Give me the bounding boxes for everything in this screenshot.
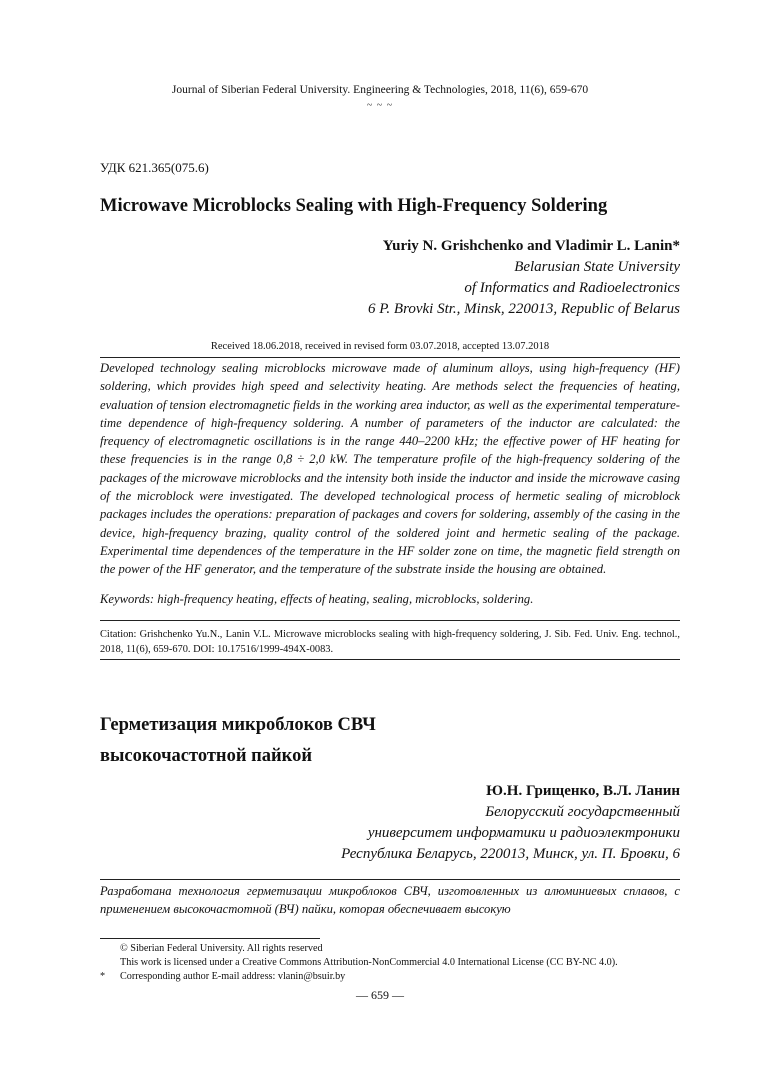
title-russian-line: Герметизация микроблоков СВЧ — [100, 715, 376, 735]
article-title-english: Microwave Microblocks Sealing with High-Frequency Soldering — [100, 196, 608, 216]
page-number: — 659 — — [356, 988, 404, 1002]
article-title-russian — [100, 710, 500, 772]
copyright-notice: © Siberian Federal University. All rights reserved — [120, 943, 323, 954]
affiliation-line: 6 P. Brovki Str., Minsk, 220013, Republic of Belarus — [367, 301, 680, 317]
authors-block-english — [368, 236, 680, 320]
title-russian-line: высокочастотной пайкой — [100, 746, 313, 766]
affiliation-line: Belarusian State University — [514, 259, 680, 275]
footnote-divider — [100, 938, 320, 939]
affiliation-line: университет информатики и радиоэлектроники — [367, 825, 680, 841]
affiliation-line: Белорусский государственный — [485, 804, 680, 820]
citation: Citation: Grishchenko Yu.N., Lanin V.L. Microwave microblocks sealing with high-frequency soldering, J. Sib. Fed. Univ. Eng. technol., 2018, 11(6), 659-670. DOI: 10.17516/1999-494X-0083. — [100, 629, 680, 655]
license-notice: This work is licensed under a Creative Commons Attribution-NonCommercial 4.0 International License (CC BY-NC 4.0). — [120, 957, 618, 968]
header-separator: ~ ~ ~ — [366, 100, 394, 111]
abstract-russian: Разработана технология герметизации микроблоков СВЧ, изготовленных из алюминиевых сплавов, с применением высокочастотной (ВЧ) пайки, которая обеспечивает высокую — [100, 884, 680, 917]
divider-line — [100, 659, 680, 660]
author-names-english: Yuriy N. Grishchenko and Vladimir L. Lanin* — [382, 238, 680, 254]
received-dates: Received 18.06.2018, received in revised form 03.07.2018, accepted 13.07.2018 — [210, 341, 550, 352]
authors-block-russian — [341, 781, 680, 865]
divider-line — [100, 357, 680, 358]
divider-line — [100, 620, 680, 621]
affiliation-line: of Informatics and Radioelectronics — [464, 280, 680, 296]
divider-line — [100, 879, 680, 880]
journal-header: Journal of Siberian Federal University. Engineering & Technologies, 2018, 11(6), 659-670 — [171, 84, 589, 96]
footnote-mark: * — [100, 971, 106, 982]
footnotes — [100, 942, 700, 984]
abstract-english: Developed technology sealing microblocks microwave made of aluminum alloys, using high-frequency (HF) soldering, which provides high speed and selectivity heating. Are methods select the frequencies of heating, evaluation of tension electromagnetic fields in the working area inductor, as well as the experimental temperature-time dependence of high-frequency soldering. A number of parameters of the inductor are calculated: the frequency of electromagnetic oscillations is in the range 440–2200 kHz; the effective power of HF heating for these frequencies is in the range 0,8 ÷ 2,0 kW. The temperature profile of the high-frequency soldering of the packages of the microwave microblocks and the intensity both inside the inductor and inside the microwave casing of the microblock were investigated. The developed technological process of hermetic sealing of microblock packages includes the operations: preparation of packages and covers for soldering, assembly of the casing in the device, high-frequency brazing, quality control of the soldered joint and hermetic sealing of the package. Experimental time dependences of the temperature in the HF solder zone on time, the magnetic field strength on the power of the HF generator, and the temperature of the substrate inside the housing are obtained. — [100, 361, 680, 577]
affiliation-line: Республика Беларусь, 220013, Минск, ул. П. Бровки, 6 — [341, 846, 680, 862]
udk-code: УДК 621.365(075.6) — [100, 160, 209, 175]
corresponding-author: Corresponding author E-mail address: vlanin@bsuir.by — [120, 971, 346, 982]
author-names-russian: Ю.Н. Грищенко, В.Л. Ланин — [486, 783, 680, 799]
keywords: Keywords: high-frequency heating, effects of heating, sealing, microblocks, soldering. — [100, 592, 534, 606]
